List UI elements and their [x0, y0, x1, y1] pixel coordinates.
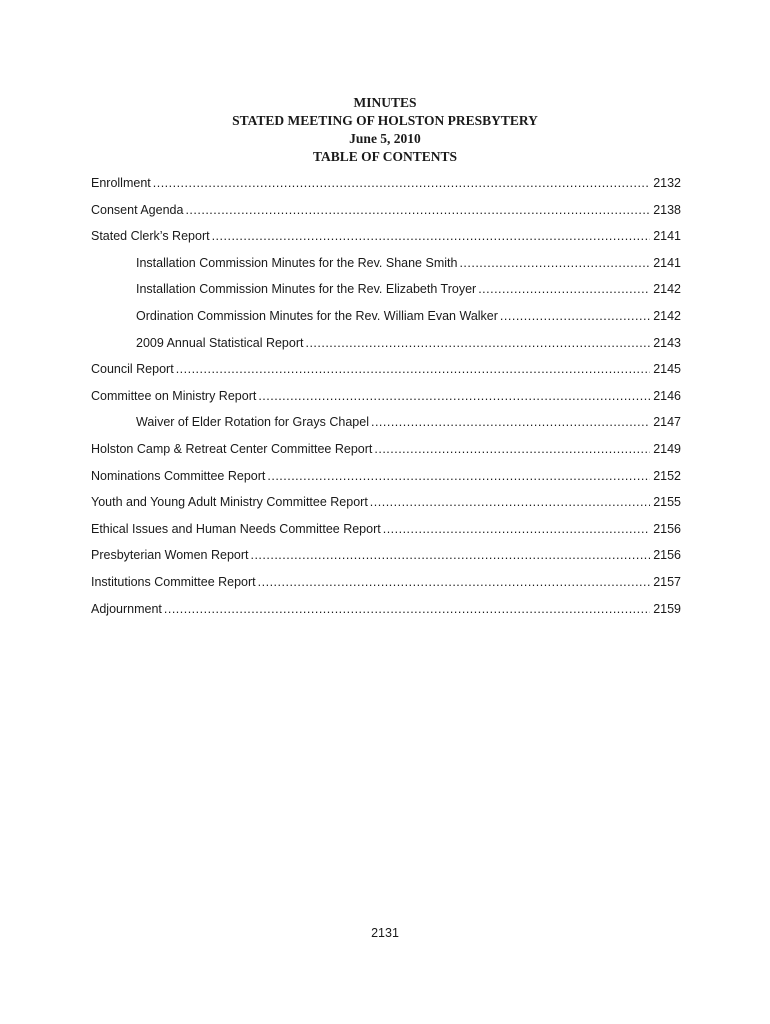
toc-entry[interactable] [91, 174, 681, 201]
toc-entry[interactable] [91, 280, 681, 307]
toc-entry-page: 2157 [653, 574, 681, 589]
toc-dot-leader [176, 360, 651, 378]
toc-entry-title: Youth and Young Adult Ministry Committee Report [91, 495, 368, 510]
document-header [0, 94, 770, 166]
toc-entry[interactable] [91, 254, 681, 281]
toc-dot-leader [153, 174, 650, 192]
toc-entry-page: 2142 [653, 308, 681, 323]
toc-dot-leader [371, 413, 650, 431]
toc-dot-leader [185, 201, 650, 219]
toc-entry-page: 2146 [653, 388, 681, 403]
header-toc-title: TABLE OF CONTENTS [312, 149, 458, 164]
toc-entry[interactable] [91, 546, 681, 573]
toc-entry-page: 2145 [653, 362, 681, 377]
toc-dot-leader [267, 467, 650, 485]
toc-entry-title: Installation Commission Minutes for the Rev. Elizabeth Troyer [136, 282, 477, 297]
toc-entry-title: Adjournment [91, 601, 162, 616]
toc-entry-title: Holston Camp & Retreat Center Committee Report [91, 441, 373, 456]
toc-dot-leader [164, 600, 650, 618]
toc-entry-title: Consent Agenda [91, 202, 184, 217]
toc-dot-leader [258, 387, 650, 405]
toc-entry-title: Committee on Ministry Report [91, 388, 257, 403]
toc-dot-leader [500, 307, 650, 325]
toc-entry-page: 2156 [653, 521, 681, 536]
toc-entry-title: Council Report [91, 362, 174, 377]
toc-entry-title: Ethical Issues and Human Needs Committee Report [91, 521, 381, 536]
toc-entry-title: Installation Commission Minutes for the Rev. Shane Smith [136, 255, 458, 270]
toc-entry-page: 2132 [653, 176, 681, 190]
toc-dot-leader [374, 440, 650, 458]
toc-dot-leader [459, 254, 650, 272]
header-date: June 5, 2010 [349, 131, 421, 146]
toc-dot-leader [212, 227, 651, 245]
toc-entry[interactable] [91, 201, 681, 228]
toc-dot-leader [478, 280, 650, 298]
toc-dot-leader [370, 493, 650, 511]
toc-entry[interactable] [91, 440, 681, 467]
toc-dot-leader [305, 334, 650, 352]
toc-entry[interactable] [91, 520, 681, 547]
toc-entry-title: Institutions Committee Report [91, 574, 256, 589]
toc-entry-title: Ordination Commission Minutes for the Rev. William Evan Walker [136, 308, 498, 323]
toc-entry-page: 2152 [653, 468, 681, 483]
toc-entry[interactable] [91, 413, 681, 440]
toc-entry[interactable] [91, 387, 681, 414]
toc-entry-page: 2141 [653, 229, 681, 244]
toc-entry-page: 2143 [653, 335, 681, 350]
toc-entry-page: 2138 [653, 202, 681, 217]
toc-entry-page: 2147 [653, 415, 681, 430]
table-of-contents [91, 174, 681, 626]
toc-entry[interactable] [91, 493, 681, 520]
toc-entry[interactable] [91, 227, 681, 254]
toc-entry[interactable] [91, 600, 681, 627]
toc-entry[interactable] [91, 467, 681, 494]
toc-entry[interactable] [91, 307, 681, 334]
toc-entry-title: Nominations Committee Report [91, 468, 266, 483]
header-minutes: MINUTES [353, 95, 417, 110]
toc-entry-title: Presbyterian Women Report [91, 548, 249, 563]
toc-dot-leader [383, 520, 650, 538]
toc-entry-title: 2009 Annual Statistical Report [136, 335, 304, 350]
toc-entry-page: 2142 [653, 282, 681, 297]
toc-dot-leader [250, 546, 650, 564]
toc-entry-page: 2156 [653, 548, 681, 563]
toc-entry-page: 2149 [653, 441, 681, 456]
toc-dot-leader [258, 573, 651, 591]
toc-entry-page: 2159 [653, 601, 681, 616]
toc-entry-title: Stated Clerk’s Report [91, 229, 210, 244]
toc-entry[interactable] [91, 573, 681, 600]
toc-entry-page: 2155 [653, 495, 681, 510]
toc-entry-page: 2141 [653, 255, 681, 270]
toc-entry-title: Enrollment [91, 176, 151, 190]
toc-entry-title: Waiver of Elder Rotation for Grays Chapel [136, 415, 369, 430]
toc-entry[interactable] [91, 334, 681, 361]
header-meeting-title: STATED MEETING OF HOLSTON PRESBYTERY [232, 113, 538, 128]
toc-entry[interactable] [91, 360, 681, 387]
page-number: 2131 [371, 926, 399, 940]
